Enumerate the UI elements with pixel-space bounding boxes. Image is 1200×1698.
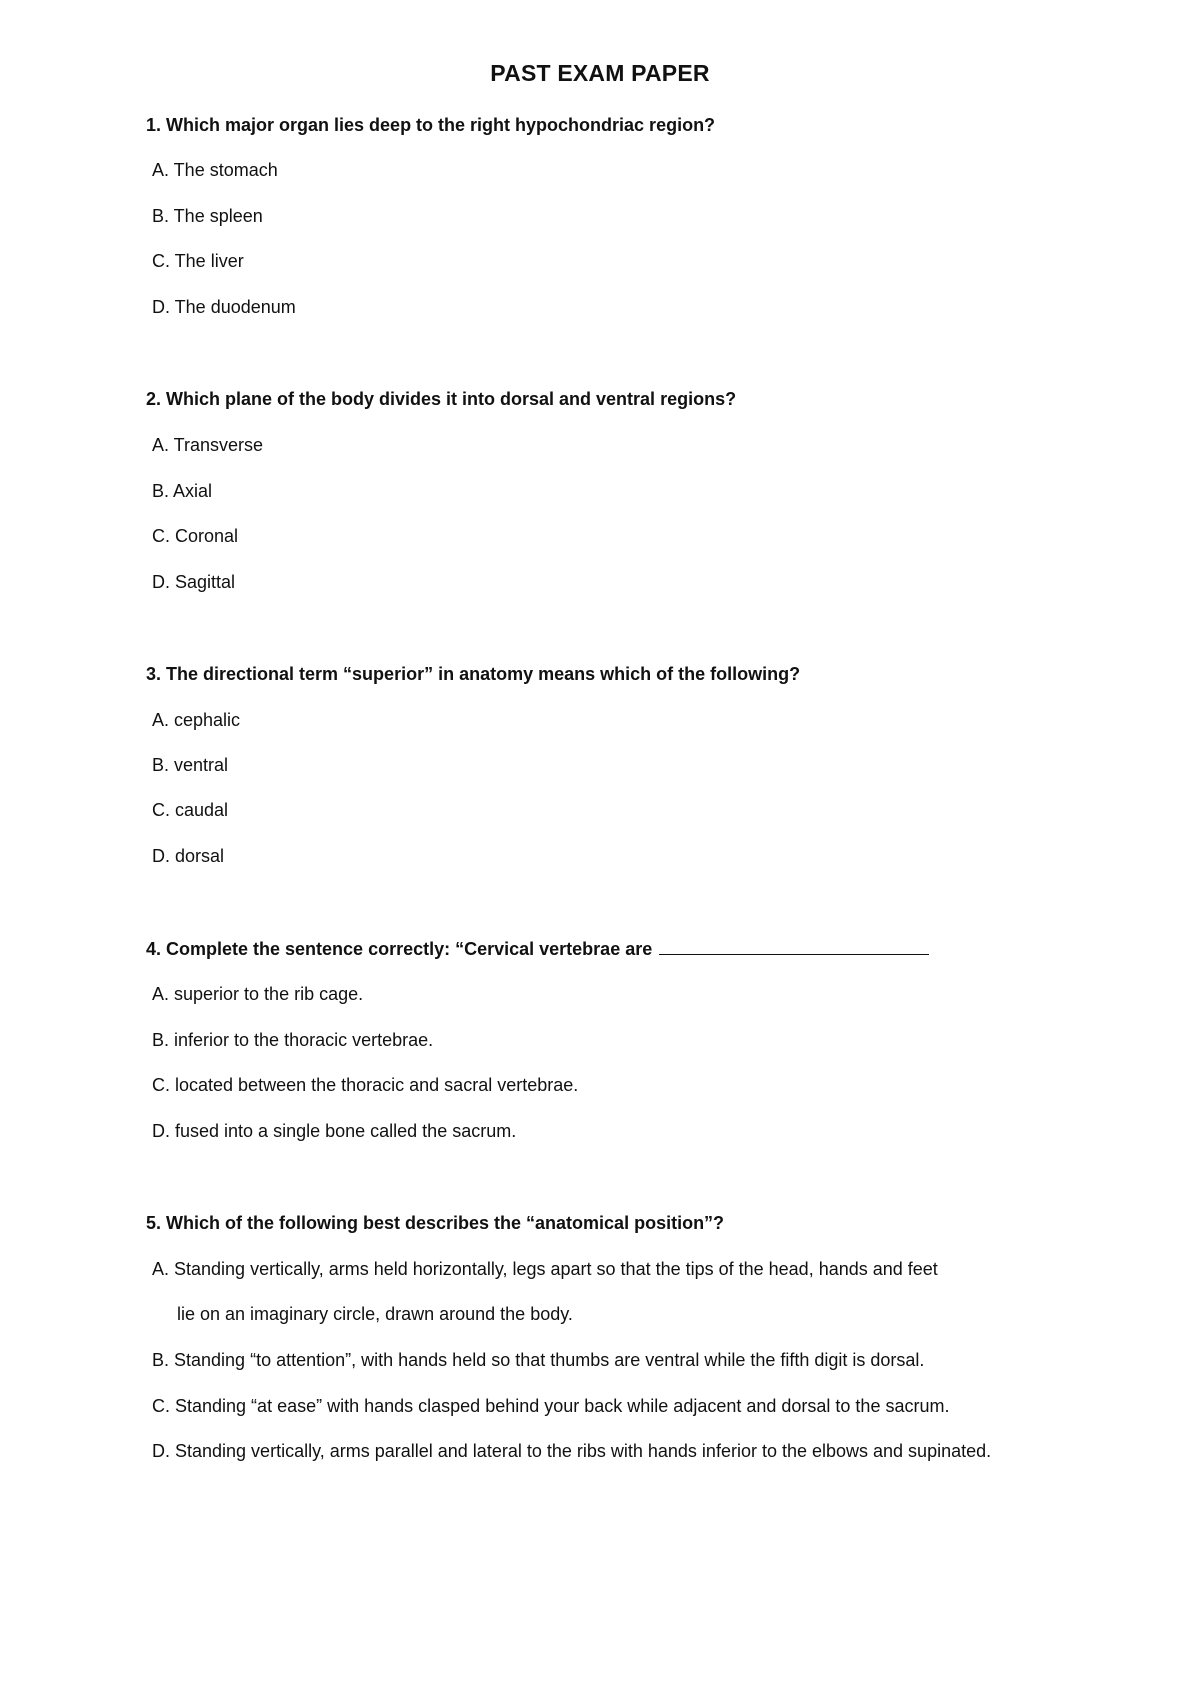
question-5: 5. Which of the following best describes the “anatomical position”?	[146, 1213, 725, 1233]
question-1-option-d: D. The duodenum	[152, 297, 296, 317]
question-5-option-d: D. Standing vertically, arms parallel and lateral to the ribs with hands inferior to the elbows and supinated.	[152, 1441, 992, 1461]
question-4-option-a: A. superior to the rib cage.	[152, 984, 364, 1004]
question-5-option-b: B. Standing “to attention”, with hands held so that thumbs are ventral while the fifth digit is dorsal.	[152, 1350, 925, 1370]
question-1: 1. Which major organ lies deep to the right hypochondriac region?	[146, 115, 716, 135]
question-1-option-c: C. The liver	[152, 251, 244, 271]
question-1-option-b: B. The spleen	[152, 206, 263, 226]
question-4-text: 4. Complete the sentence correctly: “Cervical vertebrae are	[146, 939, 653, 959]
question-2-option-d: D. Sagittal	[152, 572, 236, 592]
question-4-option-c: C. located between the thoracic and sacral vertebrae.	[152, 1075, 579, 1095]
question-5-option-a: A. Standing vertically, arms held horizontally, legs apart so that the tips of the head, hands and feet	[152, 1259, 938, 1279]
question-5-option-c: C. Standing “at ease” with hands clasped behind your back while adjacent and dorsal to the sacrum.	[152, 1396, 950, 1416]
question-4-option-d: D. fused into a single bone called the sacrum.	[152, 1121, 517, 1141]
question-3-option-d: D. dorsal	[152, 846, 225, 866]
question-5-option-a-continued: lie on an imaginary circle, drawn around the body.	[177, 1304, 573, 1324]
question-2-option-c: C. Coronal	[152, 526, 239, 546]
question-2: 2. Which plane of the body divides it into dorsal and ventral regions?	[146, 389, 737, 409]
question-4	[146, 938, 929, 960]
question-2-option-b: B. Axial	[152, 481, 213, 501]
question-2-option-a: A. Transverse	[152, 435, 264, 455]
question-4-option-b: B. inferior to the thoracic vertebrae.	[152, 1030, 434, 1050]
question-3-option-b: B. ventral	[152, 755, 229, 775]
page-title: PAST EXAM PAPER	[490, 60, 710, 86]
question-3-option-c: C. caudal	[152, 800, 229, 820]
question-1-option-a: A. The stomach	[152, 160, 278, 180]
answer-blank-line	[659, 938, 929, 955]
question-3-option-a: A. cephalic	[152, 710, 241, 730]
question-3: 3. The directional term “superior” in anatomy means which of the following?	[146, 664, 801, 684]
